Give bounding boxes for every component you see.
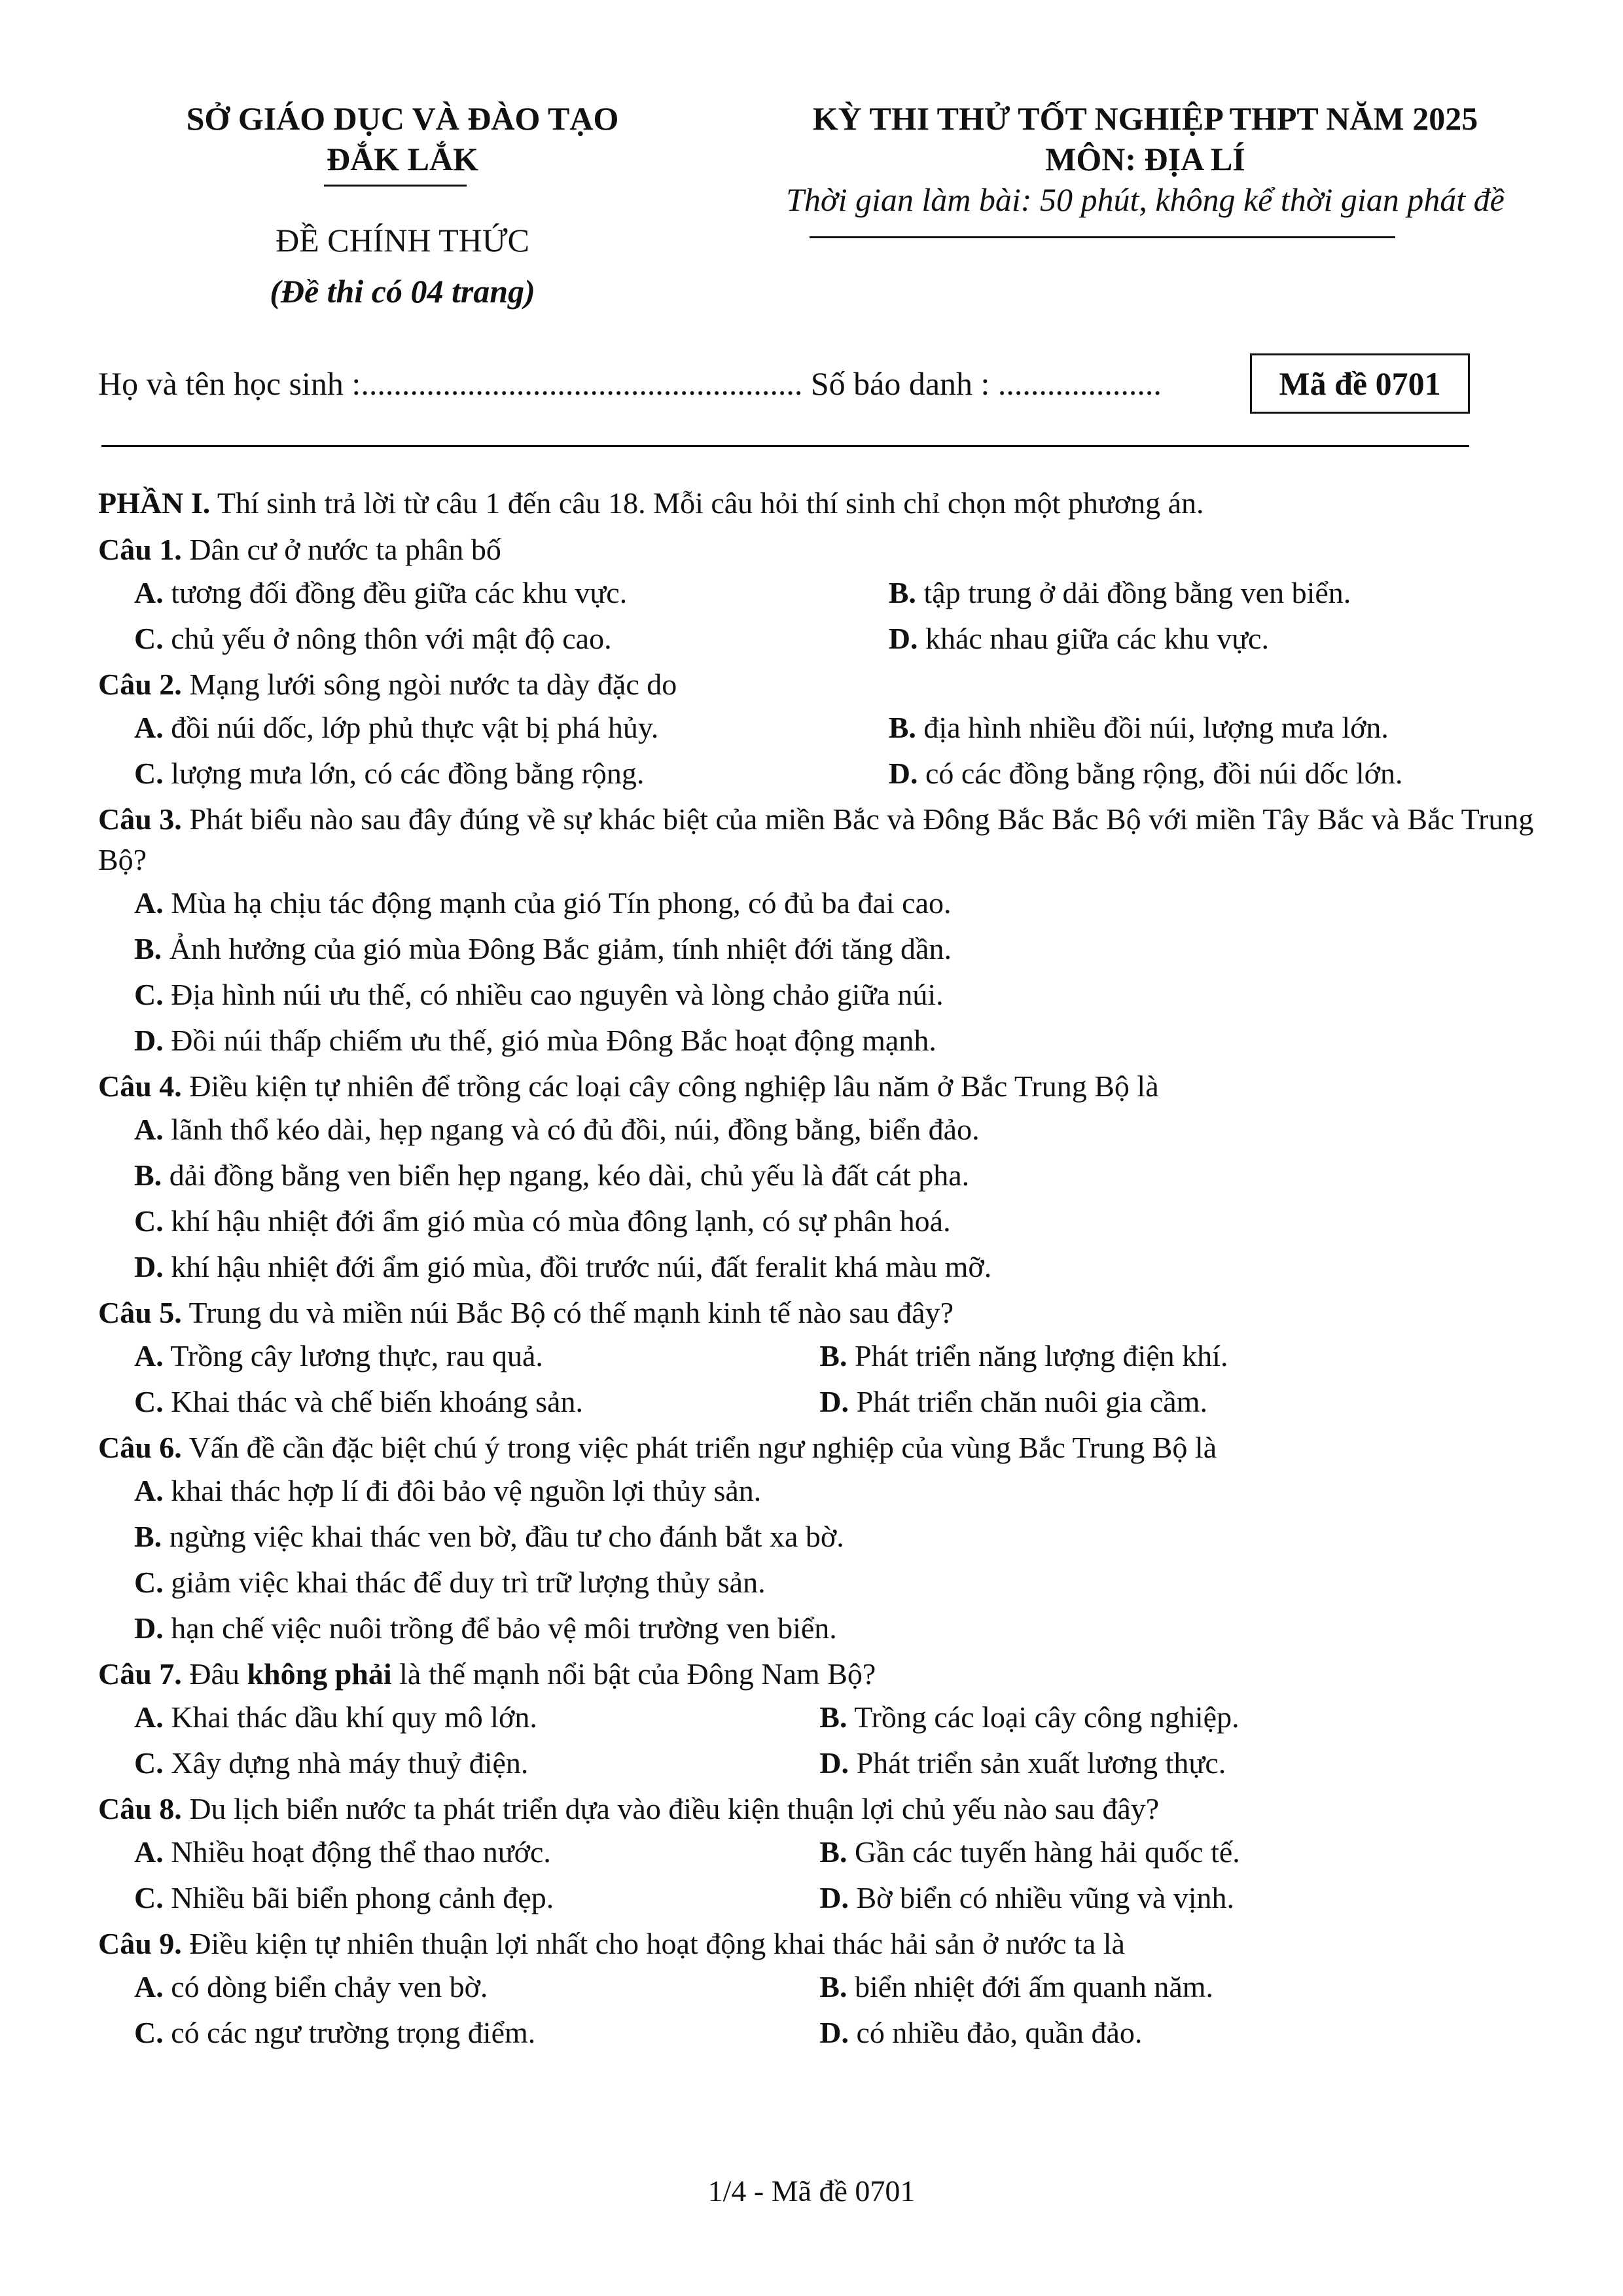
option-letter: D. [134,1250,164,1283]
part-instruction [98,481,1538,526]
option-c [98,1379,783,1425]
option-letter: C. [134,1746,164,1780]
student-id-label: Số báo danh : [802,365,998,402]
exam-title: KỲ THI THỬ TỐT NGHIỆP THPT NĂM 2025 [812,100,1478,137]
option-letter: C. [134,1881,164,1914]
option-d [783,1379,1538,1425]
option-letter: D. [888,757,918,790]
option-c [98,616,853,662]
option-d [783,2010,1538,2056]
option-letter: D. [134,1611,164,1645]
question-text: Điều kiện tự nhiên để trồng các loại cây công nghiệp lâu năm ở Bắc Trung Bộ là [181,1069,1159,1103]
question-label: Câu 9. [98,1927,182,1960]
option-b [783,1695,1538,1740]
option-text: có nhiều đảo, quần đảo. [856,2016,1143,2049]
option-text: Trồng các loại cây công nghiệp. [854,1700,1240,1734]
question-label: Câu 6. [98,1431,182,1464]
question-label: Câu 1. [98,533,182,566]
option-letter: B. [819,1970,847,2003]
question-9 [98,1924,1538,2056]
option-text: khác nhau giữa các khu vực. [925,622,1269,655]
student-id-field: .................... [997,365,1162,402]
exam-content [98,481,1538,2056]
option-d [853,751,1538,797]
option-text: dải đồng bằng ven biển hẹp ngang, kéo dài, chủ yếu là đất cát pha. [169,1158,970,1192]
header-divider [101,445,1469,447]
option-text: Khai thác và chế biến khoáng sản. [171,1385,583,1418]
option-text: Địa hình núi ưu thế, có nhiều cao nguyên và lòng chảo giữa núi. [171,978,944,1011]
header-right [694,98,1597,220]
option-letter: D. [819,1746,849,1780]
department-name: SỞ GIÁO DỤC VÀ ĐÀO TẠO [186,100,619,137]
option-text: Nhiều bãi biển phong cảnh đẹp. [171,1881,554,1914]
province-name: ĐẮK LẮK [327,141,478,177]
option-letter: A. [134,1474,164,1507]
exam-code-box: Mã đề 0701 [1250,353,1470,414]
option-letter: A. [134,1339,164,1372]
option-d [98,1605,1538,1651]
option-text: Nhiều hoạt động thể thao nước. [171,1835,551,1869]
option-a [98,880,1538,926]
option-text: lãnh thổ kéo dài, hẹp ngang và có đủ đồi, núi, đồng bằng, biển đảo. [171,1113,980,1146]
option-letter: A. [134,711,164,744]
option-text: Phát triển chăn nuôi gia cầm. [856,1385,1208,1418]
option-text: địa hình nhiều đồi núi, lượng mưa lớn. [923,711,1389,744]
option-text: Đồi núi thấp chiếm ưu thế, gió mùa Đông Bắc hoạt động mạnh. [171,1024,936,1057]
option-text: giảm việc khai thác để duy trì trữ lượng thủy sản. [171,1566,766,1599]
question-stem [98,1924,1538,1964]
option-a [98,705,853,751]
option-text: biển nhiệt đới ấm quanh năm. [854,1970,1214,2003]
option-text: Trồng cây lương thực, rau quả. [170,1339,543,1372]
option-letter: A. [134,1113,164,1146]
option-letter: B. [819,1835,847,1869]
option-b [98,926,1538,972]
question-label: Câu 7. [98,1657,182,1691]
option-d [853,616,1538,662]
question-text: Mạng lưới sông ngòi nước ta dày đặc do [181,668,677,701]
option-d [783,1875,1538,1921]
option-c [98,972,1538,1018]
question-text: Du lịch biển nước ta phát triển dựa vào điều kiện thuận lợi chủ yếu nào sau đây? [181,1792,1160,1825]
option-a [98,570,853,616]
option-letter: B. [888,711,916,744]
option-c [98,1740,783,1786]
option-text: có các ngư trường trọng điểm. [171,2016,536,2049]
question-1 [98,529,1538,662]
question-text-pre: Đâu [181,1657,247,1691]
option-b [783,1333,1538,1379]
part-label: PHẦN I. [98,486,211,520]
question-6 [98,1427,1538,1651]
option-text: Xây dựng nhà máy thuỷ điện. [171,1746,529,1780]
option-letter: A. [134,886,164,920]
option-b [98,1514,1538,1560]
option-a [98,1107,1538,1153]
option-letter: A. [134,1970,164,2003]
option-letter: D. [134,1024,164,1057]
header-left [98,98,707,179]
option-letter: C. [134,622,164,655]
option-c [98,2010,783,2056]
option-a [98,1333,783,1379]
option-b [853,705,1538,751]
header-right-underline [810,236,1395,238]
question-stem [98,1066,1538,1107]
option-b [853,570,1538,616]
option-text: khí hậu nhiệt đới ẩm gió mùa, đồi trước núi, đất feralit khá màu mỡ. [171,1250,992,1283]
question-5 [98,1293,1538,1425]
option-text: có các đồng bằng rộng, đồi núi dốc lớn. [925,757,1403,790]
question-label: Câu 5. [98,1296,182,1329]
part-instruction-text: Thí sinh trả lời từ câu 1 đến câu 18. Mỗi câu hỏi thí sinh chỉ chọn một phương án. [210,486,1204,520]
option-letter: A. [134,576,164,609]
option-text: ngừng việc khai thác ven bờ, đầu tư cho đánh bắt xa bờ. [169,1520,844,1553]
option-a [98,1695,783,1740]
question-7 [98,1654,1538,1786]
question-label: Câu 4. [98,1069,182,1103]
question-3 [98,799,1538,1064]
option-letter: B. [134,1158,162,1192]
option-c [98,751,853,797]
option-letter: D. [819,1881,849,1914]
option-letter: B. [819,1339,847,1372]
option-letter: C. [134,1204,164,1238]
option-letter: C. [134,2016,164,2049]
option-d [783,1740,1538,1786]
question-stem [98,1293,1538,1333]
option-letter: D. [819,2016,849,2049]
question-label: Câu 2. [98,668,182,701]
question-8 [98,1789,1538,1921]
option-text: tương đối đồng đều giữa các khu vực. [171,576,628,609]
question-4 [98,1066,1538,1290]
option-text: Bờ biển có nhiều vũng và vịnh. [856,1881,1235,1914]
header-left-underline [324,185,467,187]
option-letter: B. [134,932,162,965]
option-letter: C. [134,1566,164,1599]
option-text: lượng mưa lớn, có các đồng bằng rộng. [171,757,645,790]
question-text: Vấn đề cần đặc biệt chú ý trong việc phát triển ngư nghiệp của vùng Bắc Trung Bộ là [181,1431,1217,1464]
option-letter: D. [819,1385,849,1418]
question-text: Trung du và miền núi Bắc Bộ có thế mạnh kinh tế nào sau đây? [181,1296,954,1329]
option-text: Mùa hạ chịu tác động mạnh của gió Tín phong, có đủ ba đai cao. [171,886,952,920]
question-text-post: là thế mạnh nổi bật của Đông Nam Bộ? [391,1657,876,1691]
option-b [783,1829,1538,1875]
question-2 [98,664,1538,797]
student-name-field: ...................................................... [361,365,803,402]
option-a [98,1964,783,2010]
option-text: khai thác hợp lí đi đôi bảo vệ nguồn lợi thủy sản. [171,1474,762,1507]
option-b [783,1964,1538,2010]
official-label: ĐỀ CHÍNH THỨC [276,222,529,259]
option-d [98,1018,1538,1064]
question-text: Phát biểu nào sau đây đúng về sự khác biệt của miền Bắc và Đông Bắc Bắc Bộ với miền Tây Bắc và Bắc Trung Bộ? [98,802,1534,876]
student-name-label: Họ và tên học sinh : [98,365,361,402]
option-text: Gần các tuyến hàng hải quốc tế. [854,1835,1240,1869]
option-c [98,1875,783,1921]
question-stem [98,799,1538,880]
option-letter: B. [134,1520,162,1553]
option-text: khí hậu nhiệt đới ẩm gió mùa có mùa đông lạnh, có sự phân hoá. [171,1204,951,1238]
option-a [98,1829,783,1875]
question-stem [98,529,1538,570]
option-c [98,1198,1538,1244]
question-stem [98,1427,1538,1468]
option-letter: B. [819,1700,847,1734]
option-text: hạn chế việc nuôi trồng để bảo vệ môi trường ven biển. [171,1611,837,1645]
question-text: Dân cư ở nước ta phân bố [181,533,501,566]
option-letter: C. [134,978,164,1011]
option-letter: B. [888,576,916,609]
option-letter: A. [134,1835,164,1869]
option-c [98,1560,1538,1605]
question-text: Điều kiện tự nhiên thuận lợi nhất cho hoạt động khai thác hải sản ở nước ta là [181,1927,1125,1960]
option-text: Phát triển năng lượng điện khí. [854,1339,1228,1372]
question-text-emphasis: không phải [247,1657,392,1691]
option-text: Phát triển sản xuất lương thực. [856,1746,1226,1780]
pages-note: (Đề thi có 04 trang) [270,273,535,310]
option-text: đồi núi dốc, lớp phủ thực vật bị phá hủy. [171,711,659,744]
option-letter: A. [134,1700,164,1734]
option-a [98,1468,1538,1514]
student-info-row [98,363,1162,404]
question-stem [98,1654,1538,1695]
question-label: Câu 3. [98,802,182,836]
option-b [98,1153,1538,1198]
option-text: tập trung ở dải đồng bằng ven biển. [923,576,1351,609]
option-letter: D. [888,622,918,655]
option-text: chủ yếu ở nông thôn với mật độ cao. [171,622,612,655]
option-text: Ảnh hưởng của gió mùa Đông Bắc giảm, tính nhiệt đới tăng dần. [169,932,952,965]
option-letter: C. [134,757,164,790]
option-letter: C. [134,1385,164,1418]
page-footer: 1/4 - Mã đề 0701 [707,2174,916,2208]
question-stem [98,1789,1538,1829]
time-note: Thời gian làm bài: 50 phút, không kể thời gian phát đề [786,181,1505,218]
subject-title: MÔN: ĐỊA LÍ [1045,141,1245,177]
option-text: Khai thác dầu khí quy mô lớn. [171,1700,537,1734]
question-stem [98,664,1538,705]
option-text: có dòng biển chảy ven bờ. [171,1970,488,2003]
option-d [98,1244,1538,1290]
question-label: Câu 8. [98,1792,182,1825]
